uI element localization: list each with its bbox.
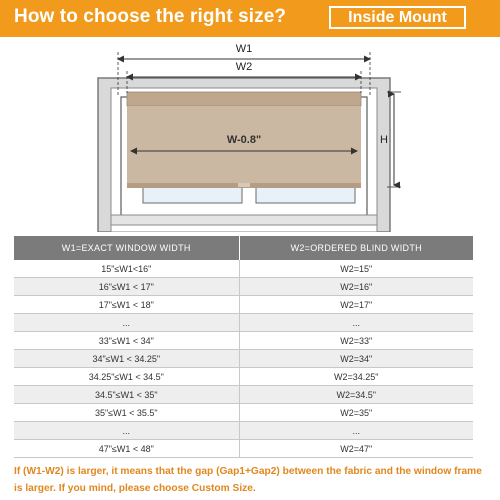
- blind-width-cell: ...: [239, 314, 473, 332]
- table-row: [14, 368, 473, 386]
- blind-width-cell: W2=34.5": [239, 386, 473, 404]
- table-row: [14, 350, 473, 368]
- blind-width-cell: W2=34.25": [239, 368, 473, 386]
- blind-fabric: [127, 106, 361, 186]
- blind-width-cell: W2=34": [239, 350, 473, 368]
- column-header-blind-width: W2=ORDERED BLIND WIDTH: [239, 236, 473, 260]
- blind-width-cell: W2=17": [239, 296, 473, 314]
- table-row: [14, 422, 473, 440]
- window-width-cell: ...: [14, 314, 239, 332]
- window-measurement-diagram: [0, 37, 500, 232]
- header-banner: [0, 0, 500, 37]
- window-width-cell: 16"≤W1 < 17": [14, 278, 239, 296]
- roller-headrail: [127, 92, 361, 106]
- table-header-row: [14, 236, 473, 260]
- window-width-cell: 17"≤W1 < 18": [14, 296, 239, 314]
- fabric-width-label: W-0.8": [226, 134, 262, 146]
- height-label: H: [380, 134, 388, 146]
- table-row: [14, 296, 473, 314]
- table-row: [14, 278, 473, 296]
- window-width-cell: 34"≤W1 < 34.25": [14, 350, 239, 368]
- blind-width-cell: W2=35": [239, 404, 473, 422]
- w1-label: W1: [235, 43, 253, 55]
- window-width-cell: 34.25"≤W1 < 34.5": [14, 368, 239, 386]
- window-width-cell: 33"≤W1 < 34": [14, 332, 239, 350]
- blind-width-cell: W2=15": [239, 260, 473, 278]
- w2-label: W2: [235, 61, 253, 73]
- gap-footnote: If (W1-W2) is larger, it means that the gap (Gap1+Gap2) between the fabric and the window frame is larger. If you mind, please choose Custom Size.: [14, 466, 482, 494]
- table-row: [14, 260, 473, 278]
- page-title: How to choose the right size?: [14, 6, 287, 27]
- window-sill: [111, 215, 377, 225]
- blind-width-cell: ...: [239, 422, 473, 440]
- blind-width-cell: W2=33": [239, 332, 473, 350]
- size-table: [14, 236, 473, 458]
- table-row: [14, 332, 473, 350]
- glass-pane-left: [143, 187, 242, 203]
- table-row: [14, 404, 473, 422]
- blind-width-cell: W2=47": [239, 440, 473, 458]
- blind-pull-tab: [238, 183, 250, 187]
- glass-pane-right: [256, 187, 355, 203]
- table-row: [14, 314, 473, 332]
- mount-type-badge: Inside Mount: [329, 6, 466, 29]
- column-header-window-width: W1=EXACT WINDOW WIDTH: [14, 236, 239, 260]
- window-width-cell: 35"≤W1 < 35.5": [14, 404, 239, 422]
- window-width-cell: 15"≤W1<16": [14, 260, 239, 278]
- window-width-cell: 47"≤W1 < 48": [14, 440, 239, 458]
- window-width-cell: 34.5"≤W1 < 35": [14, 386, 239, 404]
- table-row: [14, 440, 473, 458]
- blind-width-cell: W2=16": [239, 278, 473, 296]
- window-width-cell: ...: [14, 422, 239, 440]
- table-row: [14, 386, 473, 404]
